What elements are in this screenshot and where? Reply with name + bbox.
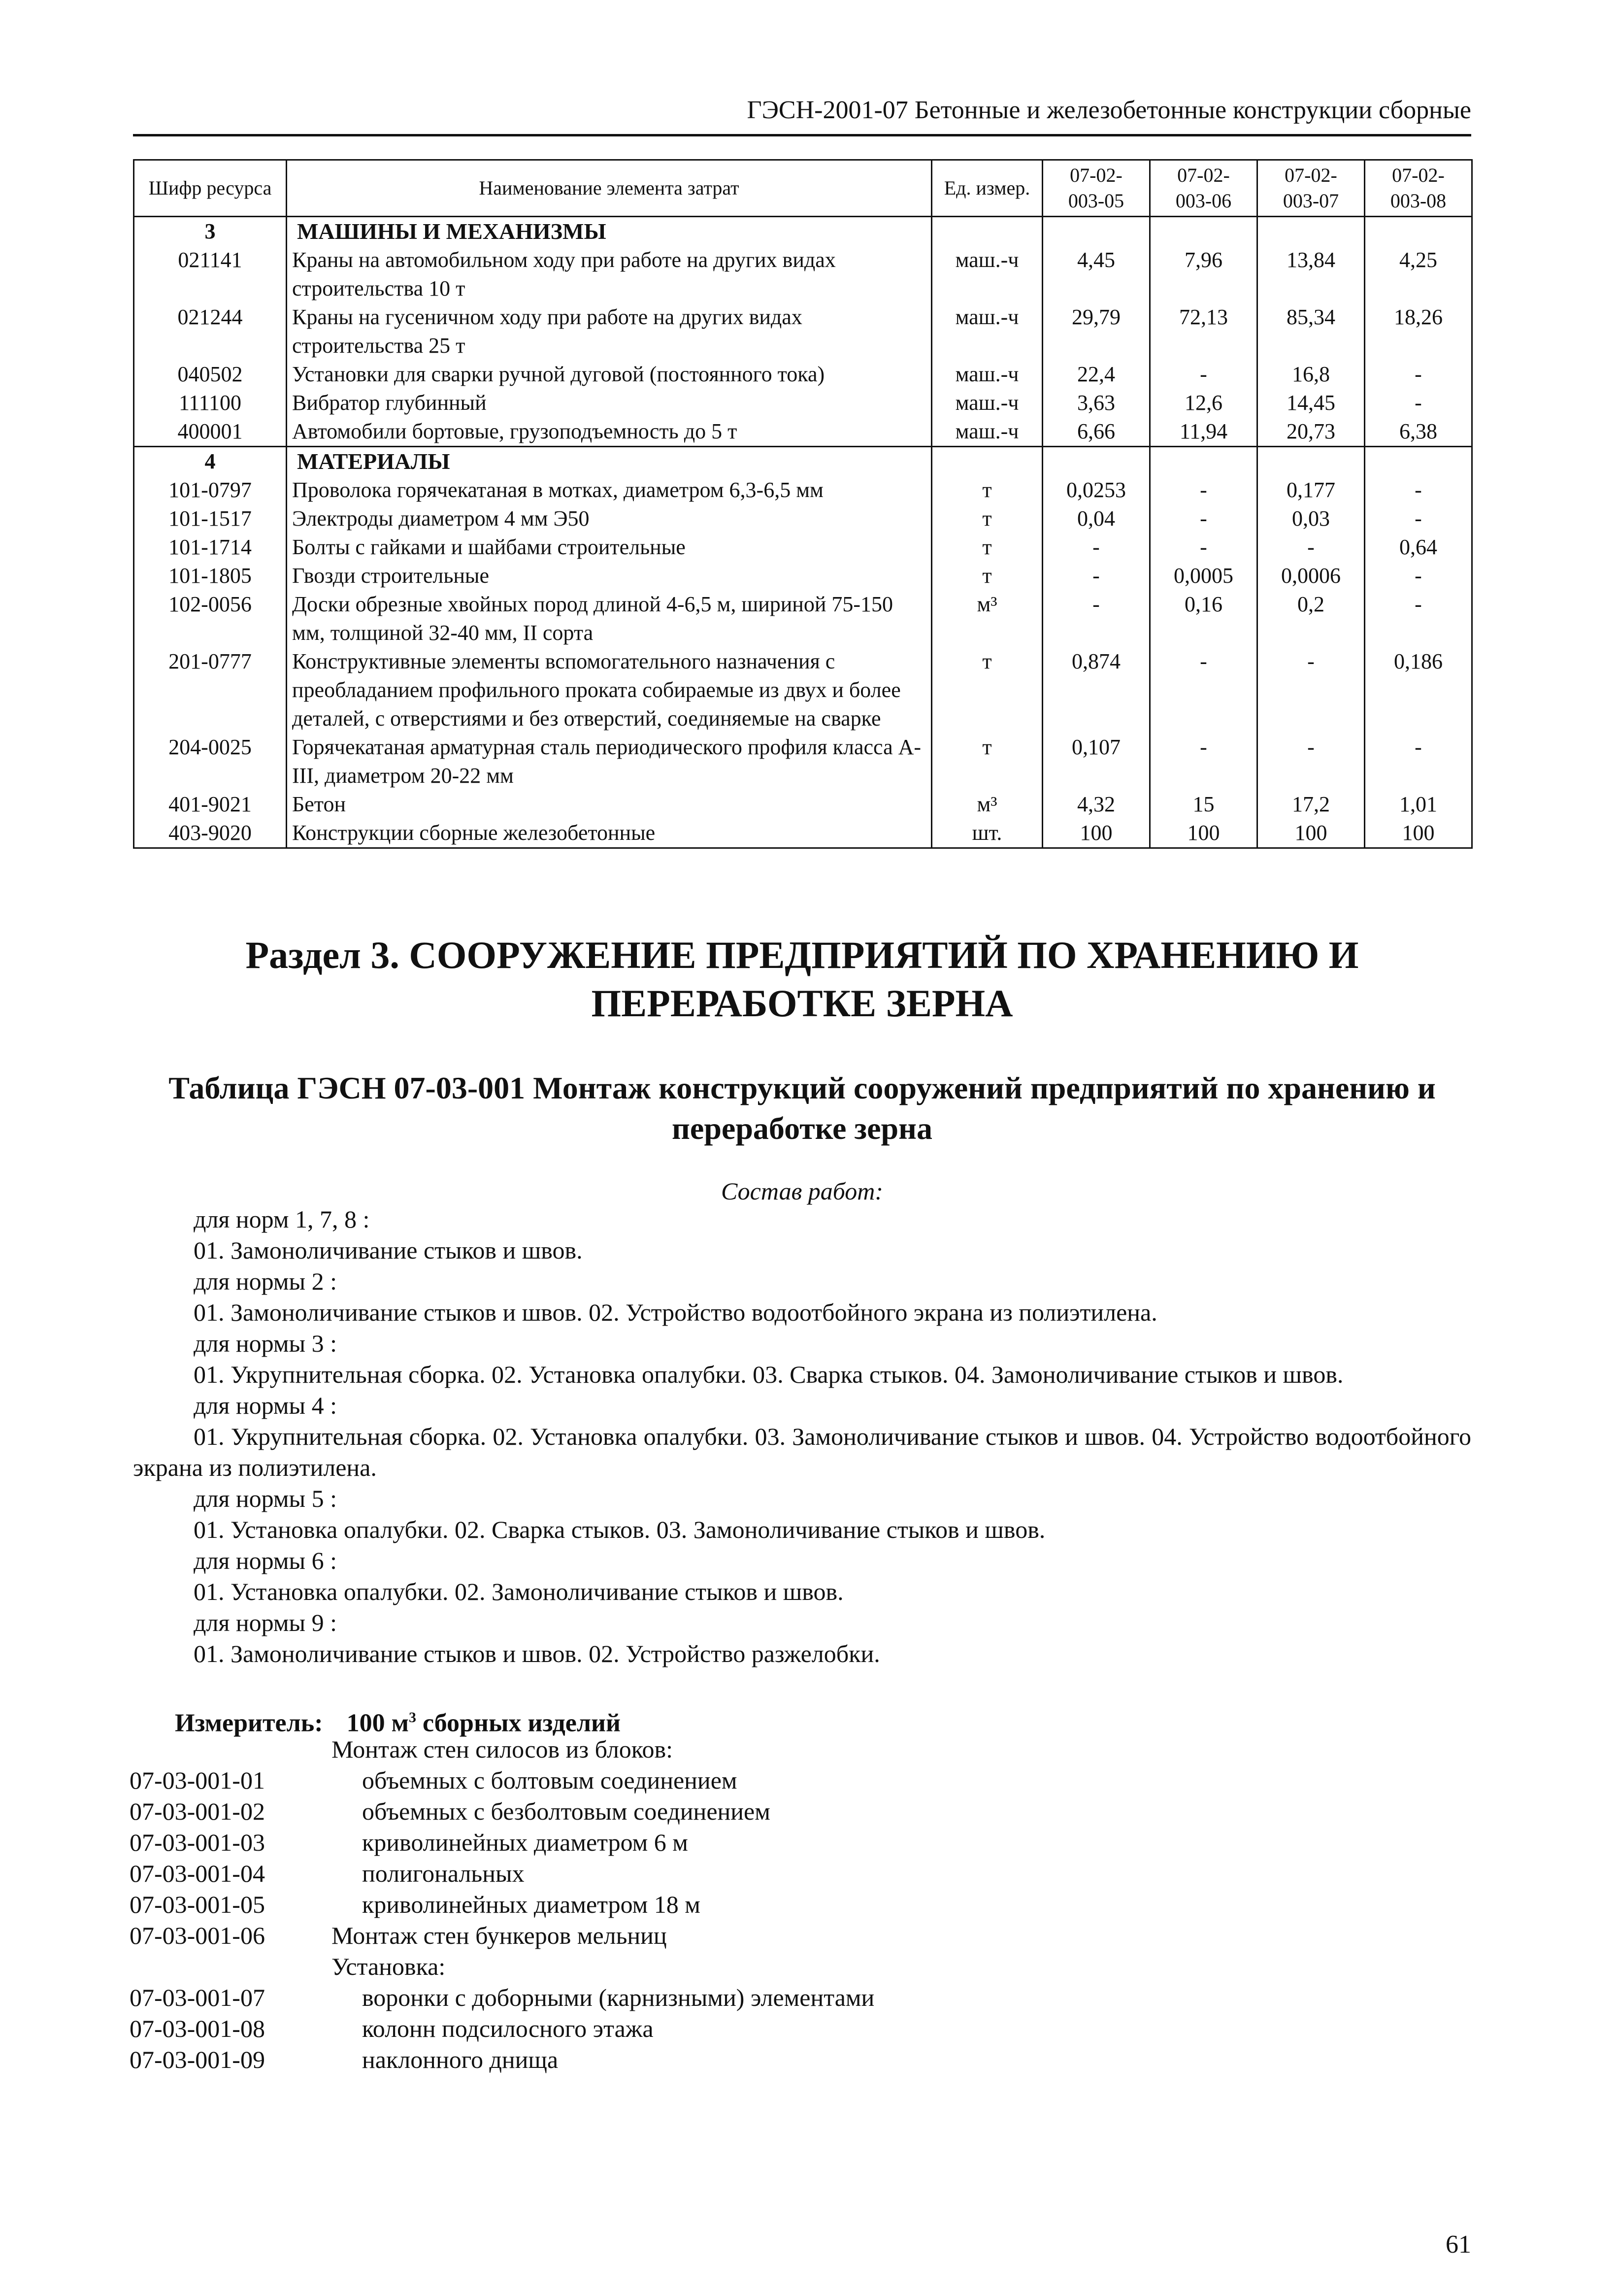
measure-value: 100 м <box>346 1709 409 1737</box>
norm-description: Монтаж стен силосов из блоков: <box>331 1735 673 1763</box>
value-cell <box>1365 447 1472 476</box>
norm-row <box>130 1765 1459 1796</box>
resource-name-cell: Болты с гайками и шайбами строительные <box>287 533 932 562</box>
norm-row <box>130 1889 1459 1920</box>
value-cell: 14,45 <box>1257 389 1365 417</box>
value-cell: 100 <box>1365 819 1472 848</box>
value-cell: 4,32 <box>1043 790 1150 819</box>
norm-description: полигональных <box>362 1860 525 1887</box>
value-cell: 11,94 <box>1150 417 1257 447</box>
column-header: 07-02- 003-07 <box>1257 160 1365 217</box>
value-cell: 100 <box>1150 819 1257 848</box>
work-norm-label: для норм 1, 7, 8 : <box>194 1205 370 1233</box>
resource-code-cell: 201-0777 <box>134 647 287 733</box>
resource-name-cell: Горячекатаная арматурная сталь периодического профиля класса А-III, диаметром 20-22 мм <box>287 733 932 790</box>
table-section-row <box>134 447 1472 476</box>
table-row <box>134 647 1472 733</box>
table-row <box>134 819 1472 848</box>
value-cell: 4,25 <box>1365 246 1472 303</box>
norm-row <box>130 1920 1459 1951</box>
norm-row <box>130 1951 1459 1982</box>
table-row <box>134 360 1472 389</box>
value-cell: 100 <box>1257 819 1365 848</box>
norm-code <box>130 1734 331 1765</box>
work-operations: 01. Замоноличивание стыков и швов. 02. Устройство разжелобки. <box>194 1640 880 1667</box>
table-heading: Таблица ГЭСН 07-03-001 Монтаж конструкций сооружений предприятий по хранению и переработке зерна <box>168 1070 1436 1146</box>
resource-code-cell: 021244 <box>134 303 287 360</box>
resource-code-cell: 4 <box>134 447 287 476</box>
value-cell: - <box>1365 733 1472 790</box>
resource-name-cell: МАШИНЫ И МЕХАНИЗМЫ <box>287 217 932 246</box>
running-header: ГЭСН-2001-07 Бетонные и железобетонные конструкции сборные <box>747 96 1471 124</box>
value-cell: - <box>1257 533 1365 562</box>
norm-row <box>130 1734 1459 1765</box>
value-cell: 0,64 <box>1365 533 1472 562</box>
resource-name-cell: Конструктивные элементы вспомогательного назначения с преобладанием профильного проката собираемые из двух и более деталей, с отверстиями и без отверстий, соединяемые на сварке <box>287 647 932 733</box>
value-cell: 0,177 <box>1257 476 1365 504</box>
norm-row <box>130 1858 1459 1889</box>
resource-name-cell: Вибратор глубинный <box>287 389 932 417</box>
value-cell: 0,107 <box>1043 733 1150 790</box>
table-body <box>134 217 1472 848</box>
resource-name-cell: Краны на гусеничном ходу при работе на других видах строительства 25 т <box>287 303 932 360</box>
norm-description: Монтаж стен бункеров мельниц <box>331 1922 667 1949</box>
unit-cell: м³ <box>932 590 1043 647</box>
value-cell <box>1150 447 1257 476</box>
work-norm-label: для нормы 4 : <box>194 1392 337 1419</box>
norm-description: Установка: <box>331 1953 446 1980</box>
page-number: 61 <box>1446 2230 1471 2259</box>
unit-cell <box>932 217 1043 246</box>
resource-code-cell: 401-9021 <box>134 790 287 819</box>
value-cell: 17,2 <box>1257 790 1365 819</box>
resource-code-cell: 021141 <box>134 246 287 303</box>
work-norm-label: для нормы 2 : <box>194 1267 337 1295</box>
unit-cell: т <box>932 733 1043 790</box>
table-row <box>134 389 1472 417</box>
value-cell: 100 <box>1043 819 1150 848</box>
unit-cell <box>932 447 1043 476</box>
resource-name-cell: МАТЕРИАЛЫ <box>287 447 932 476</box>
norm-row <box>130 1827 1459 1858</box>
value-cell <box>1043 217 1150 246</box>
work-composition-label: Состав работ: <box>721 1177 884 1205</box>
norm-code: 07-03-001-05 <box>130 1891 265 1918</box>
value-cell: - <box>1257 647 1365 733</box>
table-header-row <box>134 160 1472 217</box>
work-norm-label: для нормы 3 : <box>194 1330 337 1357</box>
value-cell: 13,84 <box>1257 246 1365 303</box>
resource-code-cell: 101-1517 <box>134 504 287 533</box>
norm-code: 07-03-001-02 <box>130 1797 265 1825</box>
value-cell: 6,66 <box>1043 417 1150 447</box>
work-operations: 01. Укрупнительная сборка. 02. Установка опалубки. 03. Сварка стыков. 04. Замоноличивание стыков и швов. <box>194 1361 1344 1388</box>
value-cell: 0,0253 <box>1043 476 1150 504</box>
value-cell: - <box>1365 389 1472 417</box>
work-operations: 01. Установка опалубки. 02. Замоноличивание стыков и швов. <box>194 1578 844 1605</box>
value-cell: 6,38 <box>1365 417 1472 447</box>
table-section-row <box>134 217 1472 246</box>
norm-code: 07-03-001-07 <box>130 1984 265 2011</box>
resource-name-cell: Доски обрезные хвойных пород длиной 4-6,5 м, шириной 75-150 мм, толщиной 32-40 мм, II сорта <box>287 590 932 647</box>
norm-code <box>130 1951 331 1982</box>
table-row <box>134 590 1472 647</box>
unit-cell: т <box>932 647 1043 733</box>
unit-cell: т <box>932 504 1043 533</box>
value-cell: - <box>1043 562 1150 590</box>
norm-code: 07-03-001-01 <box>130 1766 265 1794</box>
value-cell: - <box>1150 476 1257 504</box>
value-cell: - <box>1043 533 1150 562</box>
table-row <box>134 790 1472 819</box>
work-operations: 01. Укрупнительная сборка. 02. Установка опалубки. 03. Замоноличивание стыков и швов. 04. Устройство водоотбойного экрана из полиэтилена. <box>133 1423 1471 1481</box>
table-row <box>134 417 1472 447</box>
resource-name-cell: Установки для сварки ручной дуговой (постоянного тока) <box>287 360 932 389</box>
unit-cell: маш.-ч <box>932 303 1043 360</box>
work-operations: 01. Замоноличивание стыков и швов. 02. Устройство водоотбойного экрана из полиэтилена. <box>194 1298 1157 1326</box>
value-cell: - <box>1257 733 1365 790</box>
norm-row <box>130 2013 1459 2044</box>
value-cell <box>1257 217 1365 246</box>
resource-name-cell: Гвозди строительные <box>287 562 932 590</box>
column-header: 07-02- 003-05 <box>1043 160 1150 217</box>
resource-table <box>133 159 1473 849</box>
norm-description: колонн подсилосного этажа <box>362 2015 654 2042</box>
value-cell: 0,186 <box>1365 647 1472 733</box>
resource-name-cell: Электроды диаметром 4 мм Э50 <box>287 504 932 533</box>
resource-code-cell: 111100 <box>134 389 287 417</box>
header-rule <box>133 134 1471 136</box>
unit-cell: т <box>932 533 1043 562</box>
table-row <box>134 504 1472 533</box>
unit-cell: т <box>932 476 1043 504</box>
unit-cell: маш.-ч <box>932 246 1043 303</box>
norm-description: объемных с болтовым соединением <box>362 1766 737 1794</box>
value-cell: - <box>1150 647 1257 733</box>
value-cell: 85,34 <box>1257 303 1365 360</box>
measure-suffix: сборных изделий <box>423 1709 621 1737</box>
value-cell: - <box>1150 733 1257 790</box>
column-header: 07-02- 003-06 <box>1150 160 1257 217</box>
resource-name-cell: Бетон <box>287 790 932 819</box>
norm-code: 07-03-001-08 <box>130 2015 265 2042</box>
norm-row <box>130 2044 1459 2075</box>
table-row <box>134 476 1472 504</box>
section-heading: Раздел 3. СООРУЖЕНИЕ ПРЕДПРИЯТИЙ ПО ХРАНЕНИЮ И ПЕРЕРАБОТКЕ ЗЕРНА <box>245 933 1359 1025</box>
table-row <box>134 303 1472 360</box>
resource-code-cell: 204-0025 <box>134 733 287 790</box>
value-cell <box>1150 217 1257 246</box>
resource-code-cell: 102-0056 <box>134 590 287 647</box>
value-cell <box>1257 447 1365 476</box>
value-cell: - <box>1150 504 1257 533</box>
resource-name-cell: Проволока горячекатаная в мотках, диаметром 6,3-6,5 мм <box>287 476 932 504</box>
measure-label: Измеритель: <box>175 1709 323 1737</box>
value-cell <box>1043 447 1150 476</box>
value-cell: 0,04 <box>1043 504 1150 533</box>
value-cell: 12,6 <box>1150 389 1257 417</box>
value-cell <box>1365 217 1472 246</box>
resource-code-cell: 403-9020 <box>134 819 287 848</box>
value-cell: 0,0006 <box>1257 562 1365 590</box>
value-cell: 0,0005 <box>1150 562 1257 590</box>
norm-list <box>130 1734 1459 2075</box>
table-row <box>134 246 1472 303</box>
norm-code: 07-03-001-03 <box>130 1829 265 1856</box>
norm-code: 07-03-001-04 <box>130 1860 265 1887</box>
value-cell: 0,874 <box>1043 647 1150 733</box>
value-cell: - <box>1365 562 1472 590</box>
norm-description: воронки с доборными (карнизными) элементами <box>362 1984 875 2011</box>
resource-name-cell: Автомобили бортовые, грузоподъемность до 5 т <box>287 417 932 447</box>
work-operations: 01. Установка опалубки. 02. Сварка стыков. 03. Замоноличивание стыков и швов. <box>194 1516 1046 1543</box>
table-row <box>134 733 1472 790</box>
work-norm-label: для нормы 5 : <box>194 1485 337 1512</box>
value-cell: 15 <box>1150 790 1257 819</box>
value-cell: - <box>1365 476 1472 504</box>
value-cell: 22,4 <box>1043 360 1150 389</box>
resource-code-cell: 040502 <box>134 360 287 389</box>
work-norm-label: для нормы 6 : <box>194 1547 337 1574</box>
value-cell: 4,45 <box>1043 246 1150 303</box>
resource-code-cell: 101-0797 <box>134 476 287 504</box>
value-cell: 3,63 <box>1043 389 1150 417</box>
work-operations: 01. Замоноличивание стыков и швов. <box>194 1236 583 1264</box>
column-header: Наименование элемента затрат <box>287 160 932 217</box>
unit-cell: шт. <box>932 819 1043 848</box>
norm-description: объемных с безболтовым соединением <box>362 1797 770 1825</box>
work-composition-list <box>133 1204 1471 1669</box>
value-cell: 16,8 <box>1257 360 1365 389</box>
value-cell: 0,2 <box>1257 590 1365 647</box>
norm-code: 07-03-001-06 <box>130 1922 265 1949</box>
value-cell: 20,73 <box>1257 417 1365 447</box>
norm-code: 07-03-001-09 <box>130 2046 265 2073</box>
norm-row <box>130 1982 1459 2013</box>
value-cell: 0,03 <box>1257 504 1365 533</box>
unit-cell: маш.-ч <box>932 360 1043 389</box>
norm-description: наклонного днища <box>362 2046 559 2073</box>
table-row <box>134 562 1472 590</box>
resource-code-cell: 101-1805 <box>134 562 287 590</box>
table-row <box>134 533 1472 562</box>
unit-cell: маш.-ч <box>932 389 1043 417</box>
value-cell: 29,79 <box>1043 303 1150 360</box>
unit-cell: м³ <box>932 790 1043 819</box>
measure-exponent: 3 <box>409 1709 417 1726</box>
resource-code-cell: 101-1714 <box>134 533 287 562</box>
resource-name-cell: Конструкции сборные железобетонные <box>287 819 932 848</box>
value-cell: 1,01 <box>1365 790 1472 819</box>
value-cell: 0,16 <box>1150 590 1257 647</box>
value-cell: - <box>1150 360 1257 389</box>
value-cell: 72,13 <box>1150 303 1257 360</box>
norm-description: криволинейных диаметром 18 м <box>362 1891 700 1918</box>
norm-description: криволинейных диаметром 6 м <box>362 1829 688 1856</box>
value-cell: 18,26 <box>1365 303 1472 360</box>
work-norm-label: для нормы 9 : <box>194 1609 337 1636</box>
unit-cell: маш.-ч <box>932 417 1043 447</box>
column-header: 07-02- 003-08 <box>1365 160 1472 217</box>
value-cell: - <box>1043 590 1150 647</box>
value-cell: - <box>1365 504 1472 533</box>
value-cell: 7,96 <box>1150 246 1257 303</box>
column-header: Шифр ресурса <box>134 160 287 217</box>
norm-row <box>130 1796 1459 1827</box>
value-cell: - <box>1150 533 1257 562</box>
column-header: Ед. измер. <box>932 160 1043 217</box>
value-cell: - <box>1365 360 1472 389</box>
resource-code-cell: 400001 <box>134 417 287 447</box>
unit-cell: т <box>932 562 1043 590</box>
resource-name-cell: Краны на автомобильном ходу при работе на других видах строительства 10 т <box>287 246 932 303</box>
resource-code-cell: 3 <box>134 217 287 246</box>
value-cell: - <box>1365 590 1472 647</box>
